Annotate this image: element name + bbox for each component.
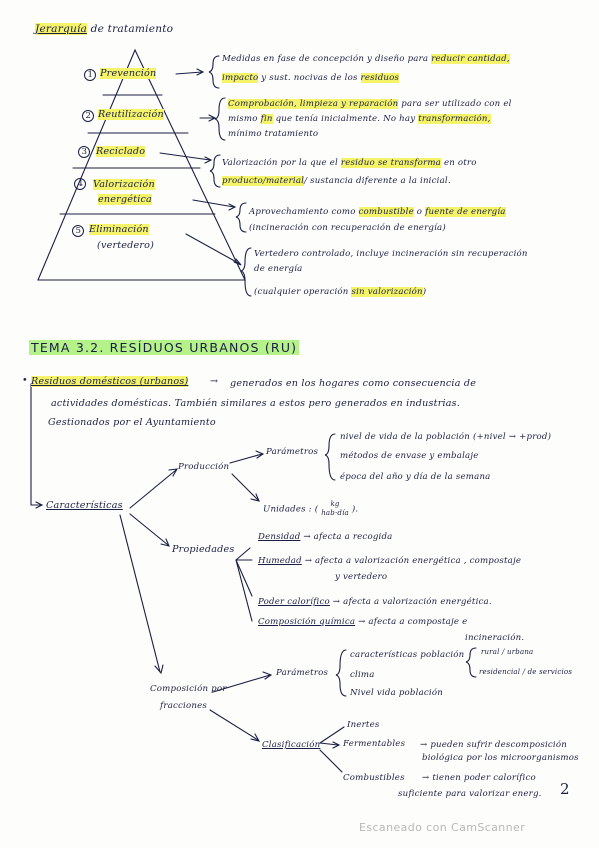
composicion-line2: fracciones [160, 701, 207, 711]
prop-name: Composición química [258, 617, 356, 627]
desc-highlight: residuos [360, 73, 400, 83]
prop-rest: → afecta a compostaje e [355, 617, 468, 627]
clas-combustibles: Combustibles [343, 773, 405, 783]
desc-highlight: reducir cantidad, [431, 54, 510, 64]
clas-inertes: Inertes [347, 720, 380, 730]
desc-text: ) [422, 287, 427, 297]
desc-valorizacion-line1 [249, 207, 506, 217]
level-3-number: 3 [81, 146, 88, 157]
prop-name: Poder calorífico [258, 597, 330, 607]
desc-text: mismo [228, 114, 261, 124]
desc-highlight: producto/material [222, 176, 305, 186]
prop-item-composicion-cont: incineración. [465, 633, 525, 643]
level-4-label-line1: Valorización [93, 179, 155, 190]
comp-parametros: Parámetros [276, 668, 329, 678]
desc-text: Aprovechamiento como [249, 207, 359, 217]
desc-valorizacion-line2: (incineración con recuperación de energía) [249, 223, 446, 233]
desc-text: para ser utilizado con el [398, 99, 512, 109]
hierarchy-title-rest: de tratamiento [90, 23, 174, 35]
prop-rest: → afecta a valorización energética , compostaje [301, 556, 522, 566]
desc-reutilizacion-line1 [228, 99, 512, 109]
rd-term: Residuos domésticos (urbanos) [31, 376, 189, 387]
composicion-line1: Composición por [150, 684, 227, 694]
desc-text: y sust. nocivas de los [258, 73, 361, 83]
rd-definition-line2: actividades domésticas. También similares a estos pero generados en industrias. [51, 398, 461, 409]
desc-eliminacion-line3 [254, 287, 426, 297]
level-1-label: Prevención [100, 68, 157, 79]
comp-pob-sub-2: residencial / de servicios [479, 668, 573, 676]
desc-reutilizacion-line2 [228, 114, 491, 124]
level-4-number: 4 [77, 178, 84, 189]
clas-fermentables-desc1: → pueden sufrir descomposición [420, 740, 567, 750]
propiedades-label: Propiedades [172, 544, 235, 555]
desc-highlight: sin valorización [351, 287, 423, 297]
unidades-denominator: hab·día [321, 509, 349, 517]
desc-eliminacion-line2: de energía [254, 264, 303, 274]
unidades [263, 500, 358, 518]
hierarchy-title [35, 23, 173, 35]
prop-rest: → afecta a valorización energética. [329, 597, 492, 607]
desc-highlight: Comprobación, limpieza y reparación [228, 99, 399, 109]
level-3-label: Reciclado [96, 146, 146, 157]
clas-combustibles-desc2: suficiente para valorizar energ. [398, 789, 542, 799]
rd-definition-line3: Gestionados por el Ayuntamiento [48, 417, 216, 428]
prop-item-poder-calorifico [258, 597, 492, 607]
scanner-watermark: Escaneado con CamScanner [359, 821, 526, 834]
desc-text: o [413, 207, 426, 217]
produccion-label: Producción [178, 462, 230, 472]
caracteristicas-label: Características [46, 500, 123, 511]
hierarchy-title-word: Jerarquía [35, 23, 88, 35]
level-5-number: 5 [75, 225, 82, 236]
desc-highlight: fuente de energía [425, 207, 506, 217]
desc-eliminacion-line1: Vertedero controlado, incluye incineración sin recuperación [254, 249, 528, 259]
comp-param-item-3: Nivel vida población [350, 688, 443, 698]
page-number: 2 [560, 780, 570, 798]
clas-fermentables: Fermentables [343, 739, 406, 749]
desc-reciclado-line2 [222, 176, 451, 186]
param-item-2: métodos de envase y embalaje [340, 451, 479, 461]
level-5-label-line1: Eliminación [89, 224, 149, 235]
desc-highlight: combustible [358, 207, 414, 217]
prop-name: Densidad [258, 532, 301, 542]
clas-combustibles-desc1: → tienen poder calorífico [422, 773, 536, 783]
param-item-1: nivel de vida de la población (+nivel → +prod) [340, 432, 552, 442]
level-2-label: Reutilización [98, 109, 164, 120]
prop-item-humedad [258, 556, 521, 566]
desc-text: Valorización por la que el [222, 158, 341, 168]
desc-highlight: fin [260, 114, 273, 124]
level-2-number: 2 [85, 110, 92, 121]
prop-rest: → afecta a recogida [300, 532, 393, 542]
desc-reutilizacion-line3: mínimo tratamiento [228, 129, 319, 139]
comp-pob-sub-1: rural / urbana [481, 648, 534, 656]
clas-fermentables-desc2: biológica por los microorganismos [422, 753, 579, 763]
unidades-suffix: ). [351, 504, 359, 515]
desc-text: (cualquier operación [254, 287, 352, 297]
unidades-prefix: Unidades : ( [263, 504, 319, 515]
rd-arrow: → [210, 376, 219, 387]
comp-param-item-1: características población [350, 650, 465, 660]
desc-prevencion-line1 [222, 54, 510, 64]
unidades-numerator: kg [330, 500, 340, 508]
desc-highlight: residuo se transforma [340, 158, 442, 168]
desc-text: en otro [441, 158, 477, 168]
desc-highlight: impacto [222, 73, 259, 83]
desc-text: Medidas en fase de concepción y diseño para [222, 54, 432, 64]
level-4-label-line2: energética [98, 194, 152, 205]
comp-param-item-2: clima [350, 670, 375, 680]
prop-item-densidad [258, 532, 393, 542]
desc-highlight: transformación, [418, 114, 491, 124]
prop-item-composicion [258, 617, 467, 627]
rd-definition-line1: generados en los hogares como consecuencia de [230, 378, 477, 389]
bullet: • [22, 375, 28, 386]
param-item-3: época del año y día de la semana [340, 472, 491, 482]
prop-name: Humedad [258, 556, 302, 566]
level-1-number: 1 [87, 69, 94, 80]
desc-text: / sustancia diferente a la inicial. [304, 176, 451, 186]
prop-item-humedad-cont: y vertedero [335, 572, 388, 582]
desc-prevencion-line2 [222, 73, 399, 83]
desc-reciclado-line1 [222, 158, 477, 168]
unidades-fraction [321, 500, 349, 518]
desc-text: que tenía inicialmente. No hay [272, 114, 419, 124]
clasificacion-label: Clasificación [262, 740, 321, 750]
produccion-parametros: Parámetros [266, 447, 319, 457]
level-5-label-line2: (vertedero) [97, 240, 155, 251]
section-heading: TEMA 3.2. RESÍDUOS URBANOS (RU) [31, 340, 298, 355]
